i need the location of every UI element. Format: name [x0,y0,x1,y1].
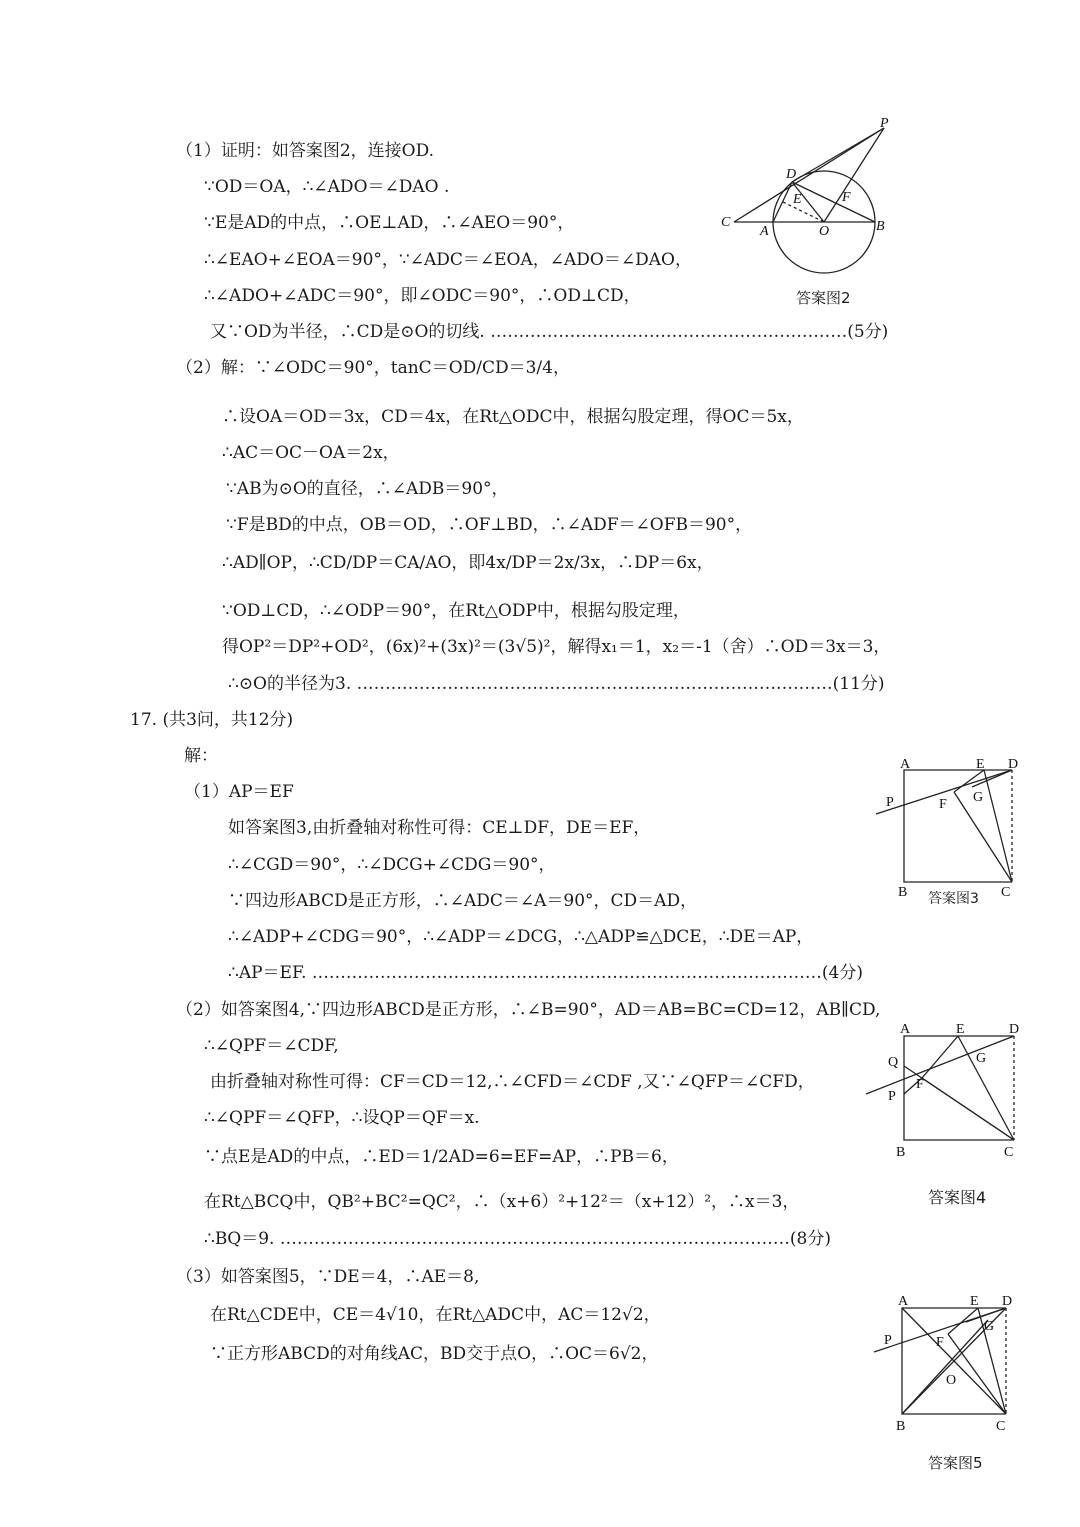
figure-caption: 答案图4 [928,1188,987,1207]
figure-4 [862,1018,1028,1164]
text-line: ∴设OA＝OD＝3x，CD＝4x，在Rt△ODC中，根据勾股定理，得OC＝5x， [222,407,804,427]
point-label: E [793,192,802,207]
point-label: C [721,215,731,230]
text-line: ∵F是BD的中点，OB＝OD，∴OF⊥BD，∴∠ADF＝∠OFB＝90°， [226,515,753,535]
point-label: B [896,1145,906,1160]
text-line: （2）如答案图4,∵四边形ABCD是正方形，∴∠B=90°，AD＝AB=BC=CD=12，AB∥CD, [176,1000,881,1020]
figure-5 [870,1290,1030,1436]
point-label: D [1009,1022,1020,1037]
point-label: P [888,1089,896,1104]
text-line: 在Rt△BCQ中，QB²+BC²=QC²，∴（x+6）²+12²＝（x+12）²，∴x＝3， [204,1192,800,1212]
point-label: Q [888,1055,899,1070]
point-label: E [956,1022,965,1037]
point-label: B [876,219,885,234]
point-label: G [976,1051,987,1066]
point-label: P [880,116,889,131]
text-line: 如答案图3,由折叠轴对称性可得：CE⊥DF，DE＝EF， [228,818,651,838]
text-line: ∴∠ADO+∠ADC＝90°，即∠ODC＝90°，∴OD⊥CD， [204,286,641,306]
text-line: （1）AP＝EF [184,782,294,802]
text-line: ∴∠QPF＝∠CDF, [204,1036,339,1056]
text-line: ∵点E是AD的中点，∴ED＝1/2AD=6=EF=AP，∴PB＝6， [204,1147,679,1167]
point-label: B [898,885,908,900]
text-line: 在Rt△CDE中，CE＝4√10，在Rt△ADC中，AC＝12√2， [210,1305,661,1325]
point-label: F [842,190,851,205]
text-line: 得OP²＝DP²+OD²，(6x)²+(3x)²＝(3√5)²，解得x₁＝1，x₂＝-1（舍）∴OD＝3x＝3， [222,637,891,657]
point-label: E [970,1294,979,1309]
text-line: （1）证明：如答案图2，连接OD. [176,141,434,161]
figure-caption: 答案图5 [928,1454,983,1472]
text-line: ∴∠QPF＝∠QFP，∴设QP＝QF＝x. [204,1108,480,1128]
point-label: B [896,1419,906,1434]
figure-3 [872,754,1032,904]
point-label: O [819,224,830,239]
text-line: （2）解：∵∠ODC＝90°，tanC＝OD/CD＝3/4， [176,358,570,378]
point-label: C [996,1419,1006,1434]
figure-caption: 答案图2 [796,289,851,307]
point-label: F [936,1335,944,1350]
text-line: （3）如答案图5，∵DE＝4，∴AE＝8, [176,1267,480,1287]
point-label: A [760,224,769,239]
text-line: ∴⊙O的半径为3. …………………………………………………………………………(11分) [228,674,885,694]
text-line: ∴BQ＝9. ………………………………………………………………………………(8分) [204,1229,831,1249]
figure-2 [716,114,896,274]
point-label: E [976,757,985,772]
text-line: ∴∠EAO+∠EOA＝90°，∵∠ADC＝∠EOA，∠ADO＝∠DAO， [204,250,692,270]
text-line: ∵正方形ABCD的对角线AC，BD交于点O，∴OC＝6√2， [210,1344,659,1364]
point-label: P [886,795,894,810]
point-label: G [984,1319,995,1334]
text-line: ∵四边形ABCD是正方形，∴∠ADC＝∠A＝90°，CD＝AD， [228,891,698,911]
text-line: ∴AD∥OP，∴CD/DP＝CA/AO，即4x/DP＝2x/3x，∴DP＝6x， [222,553,714,573]
text-line: 又∵OD为半径，∴CD是⊙O的切线. ………………………………………………………(5分) [210,322,889,342]
point-label: C [1004,1145,1014,1160]
point-label: C [1001,885,1011,900]
point-label: F [916,1077,924,1092]
point-label: D [786,167,797,182]
point-label: P [884,1333,892,1348]
point-label: A [900,757,911,772]
text-line: ∴AP＝EF. ………………………………………………………………………………(4分) [228,963,863,983]
point-label: D [1008,757,1019,772]
point-label: A [900,1022,911,1037]
text-line: ∴∠CGD＝90°，∴∠DCG+∠CDG＝90°， [228,855,556,875]
text-line: ∴∠ADP+∠CDG＝90°，∴∠ADP＝∠DCG，∴△ADP≌△DCE，∴DE＝AP， [228,927,814,947]
text-line: ∵E是AD的中点，∴OE⊥AD，∴∠AEO＝90°， [204,213,575,233]
text-line: ∵OD⊥CD，∴∠ODP＝90°，在Rt△ODP中，根据勾股定理， [222,601,690,621]
text-line: ∵AB为⊙O的直径，∴∠ADB＝90°， [226,479,509,499]
point-label: F [939,797,947,812]
text-line: ∴AC＝OC－OA＝2x， [222,443,400,463]
text-line: 由折叠轴对称性可得：CF＝CD＝12,∴∠CFD＝∠CDF ,又∵∠QFP＝∠CFD， [210,1072,815,1092]
question-number: 17. (共3问，共12分) [130,710,294,730]
figure-caption: 答案图3 [928,891,979,907]
point-label: G [973,790,984,805]
point-label: D [1002,1294,1013,1309]
point-label: A [898,1294,909,1309]
point-label: O [946,1373,957,1388]
text-line: ∵OD＝OA，∴∠ADO＝∠DAO . [204,177,450,197]
text-line: 解： [184,746,218,766]
